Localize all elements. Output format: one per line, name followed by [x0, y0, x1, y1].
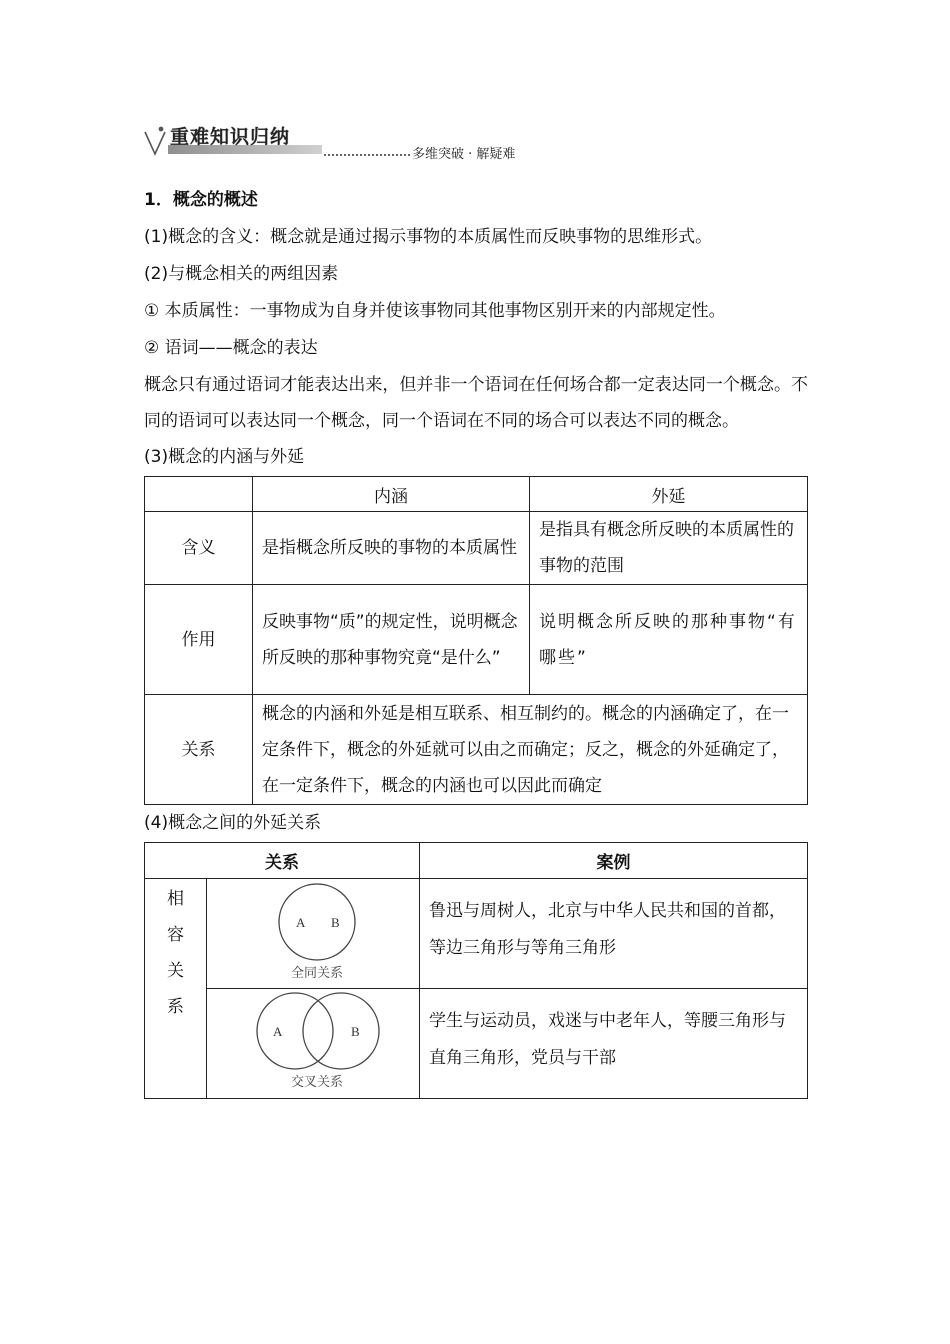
point-word-expression: ② 语词——概念的表达	[144, 338, 318, 358]
table-row	[145, 512, 808, 585]
identity-venn-diagram	[223, 879, 403, 983]
table-header-cell: 外延	[530, 477, 808, 512]
group-label-char: 关	[167, 961, 184, 981]
case-cell: 学生与运动员，戏迷与中老年人，等腰三角形与直角三角形，党员与干部	[420, 989, 808, 1099]
point-essential-attribute: ① 本质属性：一事物成为自身并使该事物同其他事物区别开来的内部规定性。	[144, 301, 726, 321]
extension-relations-table	[144, 842, 808, 1099]
set-circle	[303, 993, 379, 1069]
banner-subtitle: 多维突破 · 解疑难	[412, 147, 516, 162]
table-row	[145, 989, 808, 1099]
table-cell: 概念的内涵和外延是相互联系、相互制约的。概念的内涵确定了，在一定条件下，概念的外延就可以由之而确定；反之，概念的外延确定了，在一定条件下，概念的内涵也可以因此而确定	[253, 695, 808, 805]
diagram-caption: 交叉关系	[290, 1075, 344, 1090]
table-cell: 反映事物“质”的规定性，说明概念所反映的那种事物究竟“是什么”	[253, 585, 530, 695]
triangle-icon	[142, 124, 168, 158]
row-label: 关系	[145, 695, 253, 805]
set-label-a: A	[296, 915, 306, 930]
diagram-caption: 全同关系	[290, 966, 344, 981]
table-row	[145, 879, 808, 989]
group-label	[145, 879, 207, 1099]
heading-concept-overview: 1．概念的概述	[144, 190, 258, 210]
table-header-cell: 案例	[420, 843, 808, 879]
set-circle	[257, 993, 333, 1069]
group-label-char: 相	[167, 889, 184, 909]
table-cell: 说明概念所反映的那种事物“有哪些”	[530, 585, 808, 695]
paragraph-words: 概念只有通过语词才能表达出来，但并非一个语词在任何场合都一定表达同一个概念。不同的语词可以表达同一个概念，同一个语词在不同的场合可以表达不同的概念。	[144, 375, 808, 431]
row-label: 含义	[145, 512, 253, 585]
table-row	[145, 585, 808, 695]
document-body	[144, 182, 808, 1099]
item-extension-relations: (4)概念之间的外延关系	[144, 813, 322, 833]
table-cell: 是指具有概念所反映的本质属性的事物的范围	[530, 512, 808, 585]
item-intension-extension: (3)概念的内涵与外延	[144, 447, 305, 467]
intersection-venn-diagram	[223, 989, 403, 1093]
set-label-a: A	[273, 1024, 283, 1039]
row-label: 作用	[145, 585, 253, 695]
table-cell: 是指概念所反映的事物的本质属性	[253, 512, 530, 585]
table-header-row	[145, 843, 808, 879]
item-two-factors: (2)与概念相关的两组因素	[144, 264, 339, 284]
table-header-cell: 内涵	[253, 477, 530, 512]
banner-title: 重难知识归纳	[170, 126, 291, 148]
group-label-char: 容	[167, 925, 184, 945]
table-header-row	[145, 477, 808, 512]
table-header-cell	[145, 477, 253, 512]
intersection-diagram-cell	[207, 989, 420, 1099]
table-row	[145, 695, 808, 805]
set-label-b: B	[331, 915, 340, 930]
banner-dots	[324, 154, 410, 156]
case-cell: 鲁迅与周树人，北京与中华人民共和国的首都，等边三角形与等角三角形	[420, 879, 808, 989]
group-label-char: 系	[167, 997, 184, 1017]
item-concept-meaning: (1)概念的含义：概念就是通过揭示事物的本质属性而反映事物的思维形式。	[144, 227, 713, 247]
section-banner	[142, 118, 542, 160]
set-circle	[279, 884, 355, 960]
identity-diagram-cell	[207, 879, 420, 989]
set-label-b: B	[351, 1024, 360, 1039]
intension-extension-table	[144, 476, 808, 805]
table-header-cell: 关系	[145, 843, 420, 879]
